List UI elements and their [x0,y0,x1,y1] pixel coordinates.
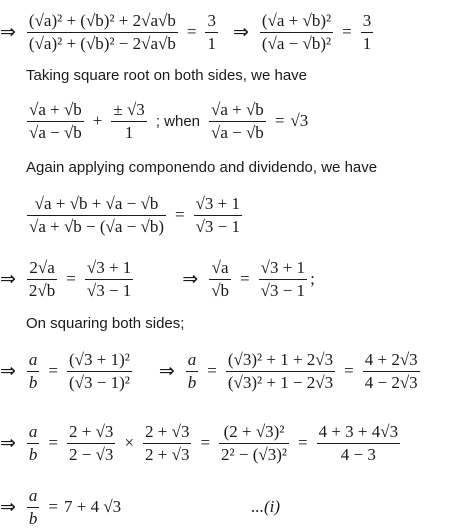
denominator: 2 − √3 [69,444,114,464]
text-content: On squaring both sides; [26,314,185,332]
denominator: 1 [207,33,216,53]
fraction-a-over-b [27,485,40,529]
equals-sign: = [344,361,354,380]
numerator: 2√a [29,258,55,278]
numerator: a [28,422,38,442]
equals-sign: = [175,205,185,224]
equals-sign: = [200,433,211,452]
numerator: √a + √b [211,100,264,120]
denominator: 2² − (√3)² [221,444,287,464]
denominator: 4 − 2√3 [364,372,418,392]
fraction [209,257,231,301]
text-content: Again applying componendo and dividendo, we have [26,158,378,176]
numerator: 2 + √3 [69,422,114,442]
numerator: a [28,486,38,506]
fraction [205,10,218,54]
plus-sign: + [92,111,103,130]
numerator: a [28,350,38,370]
equals-sign: = [207,361,217,380]
implies-symbol: ⇒ [232,21,249,43]
implies-symbol: ⇒ [0,496,16,518]
equals-sign: = [48,497,59,516]
explanation-text [26,156,377,178]
denominator: √a − √b [29,122,82,142]
fraction [194,193,242,237]
denominator: √a + √b − (√a − √b) [29,216,164,236]
numerator: a [187,350,197,370]
equals-sign: = [48,433,59,452]
equation-line-2 [24,92,308,150]
denominator: b [28,444,38,464]
fraction [259,257,307,301]
numerator: (√3 + 1)² [69,350,130,370]
numerator: 4 + 3 + 4√3 [318,422,399,442]
fraction [27,10,178,54]
equals-sign: = [48,361,59,380]
numerator: ± √3 [113,100,145,120]
equals-sign: = [274,111,285,130]
denominator: (√3)² + 1 − 2√3 [227,372,334,392]
numerator: 3 [362,11,372,31]
implies-symbol: ⇒ [0,432,16,454]
denominator: √b [211,280,230,300]
denominator: b [187,372,197,392]
denominator: 4 − 3 [340,444,376,464]
numerator: √a + √b + √a − √b [34,194,159,214]
equation-line-3 [24,186,245,244]
numerator: (√3)² + 1 + 2√3 [227,350,334,370]
numerator: √3 + 1 [260,258,306,278]
times-sign: × [124,433,135,452]
fraction-a-over-b [27,349,40,393]
numerator: √3 + 1 [86,258,132,278]
fraction [27,99,84,143]
text-content: Taking square root on both sides, we have [26,66,308,84]
fraction [361,10,374,54]
equation-line-7 [0,486,450,528]
denominator: √a − √b [211,122,264,142]
equation-line-1 [0,4,376,60]
fraction [209,99,266,143]
fraction [226,349,335,393]
denominator: (√3 − 1)² [69,372,130,392]
equals-sign: = [66,269,76,288]
implies-symbol: ⇒ [182,268,199,290]
numerator: (2 + √3)² [223,422,285,442]
fraction [27,193,166,237]
fraction-a-over-b [27,421,40,465]
fraction [219,421,289,465]
implies-symbol: ⇒ [0,268,16,290]
numerator: (√a + √b)² [261,11,332,31]
fraction [67,421,115,465]
implies-symbol: ⇒ [158,360,175,382]
fraction [143,421,191,465]
fraction [317,421,401,465]
denominator: √3 − 1 [86,280,132,300]
when-text: ; when [155,112,201,130]
denominator: (√a)² + (√b)² − 2√a√b [28,33,176,53]
equation-label: ...(i) [251,497,280,516]
explanation-text [26,312,184,334]
denominator: √3 − 1 [260,280,306,300]
fraction [363,349,420,393]
rhs-value: 7 + 4 √3 [64,497,122,516]
equals-sign: = [342,22,352,41]
numerator: √a [211,258,229,278]
denominator: √3 − 1 [195,216,241,236]
fraction [27,257,57,301]
rhs-value: √3 [290,111,309,130]
equals-sign: = [186,22,197,41]
denominator: 2√b [28,280,56,300]
denominator: 1 [124,122,134,142]
equation-line-4 [0,250,315,308]
numerator: √a + √b [29,100,82,120]
numerator: 4 + 2√3 [364,350,418,370]
numerator: 2 + √3 [145,422,190,442]
semicolon: ; [310,269,315,288]
denominator: b [28,508,38,528]
fraction [67,349,132,393]
numerator: 3 [207,11,216,31]
implies-symbol: ⇒ [0,360,16,382]
fraction [260,10,333,54]
equation-line-5 [0,342,423,400]
explanation-text [26,64,307,86]
denominator: 1 [362,33,372,53]
numerator: (√a)² + (√b)² + 2√a√b [28,11,176,31]
equals-sign: = [297,433,308,452]
implies-symbol: ⇒ [0,21,16,43]
fraction [111,99,146,143]
equals-sign: = [240,269,250,288]
denominator: b [28,372,38,392]
equation-line-6 [0,414,403,472]
fraction-a-over-b [186,349,199,393]
fraction [85,257,133,301]
denominator: 2 + √3 [145,444,190,464]
denominator: (√a − √b)² [261,33,332,53]
numerator: √3 + 1 [195,194,241,214]
